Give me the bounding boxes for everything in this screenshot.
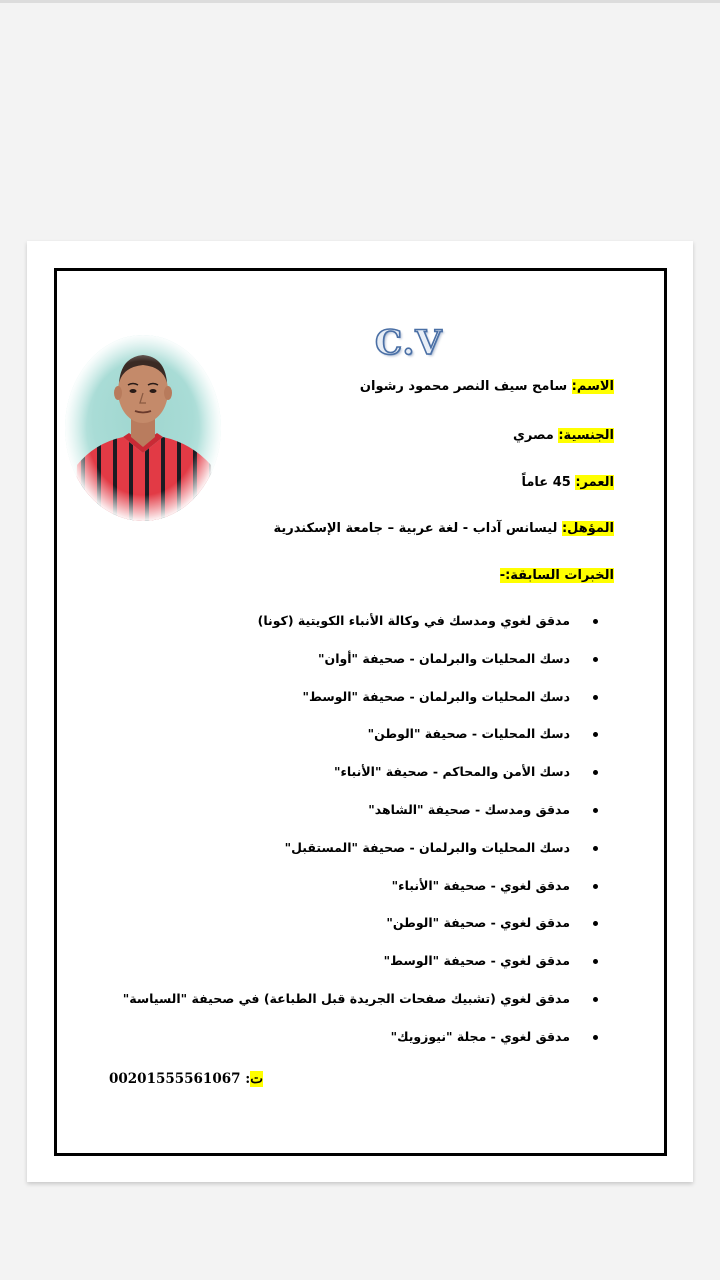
- list-item: دسك الأمن والمحاكم - صحيفة "الأنباء": [123, 762, 598, 800]
- list-item: دسك المحليات - صحيفة "الوطن": [123, 724, 598, 762]
- profile-photo: [65, 335, 221, 521]
- top-edge: [0, 0, 720, 3]
- phone-field: [109, 1071, 263, 1087]
- phone-label: ت: [250, 1071, 263, 1087]
- experience-heading-label: الخبرات السابقة:-: [499, 568, 614, 583]
- age-value: 45 عاماً: [521, 475, 576, 490]
- name-field: [360, 379, 614, 394]
- qualification-field: [273, 521, 614, 536]
- age-field: [521, 475, 614, 490]
- nationality-value: مصري: [512, 428, 559, 443]
- page-border-frame: [54, 268, 667, 1156]
- qualification-value: ليسانس آداب - لغة عربية – جامعة الإسكندرية: [273, 521, 562, 536]
- nationality-field: [513, 428, 614, 443]
- experience-list: [123, 611, 598, 1065]
- name-value: سامح سيف النصر محمود رشوان: [359, 379, 572, 394]
- document-page: [27, 241, 693, 1182]
- list-item: مدقق لغوي - مجلة "نيوزويك": [123, 1027, 598, 1065]
- list-item: مدقق لغوي - صحيفة "الوسط": [123, 951, 598, 989]
- age-label: العمر:: [575, 475, 614, 490]
- list-item: مدقق ومدسك - صحيفة "الشاهد": [123, 800, 598, 838]
- experience-heading: [500, 568, 614, 583]
- nationality-label: الجنسية:: [558, 428, 614, 443]
- list-item: مدقق لغوي (تشبيك صفحات الجريدة قبل الطباعة) في صحيفة "السياسة": [123, 989, 598, 1027]
- list-item: مدقق لغوي - صحيفة "الأنباء": [123, 876, 598, 914]
- list-item: مدقق لغوي - صحيفة "الوطن": [123, 913, 598, 951]
- phone-value: : 00201555561067: [109, 1071, 251, 1087]
- name-label: الاسم:: [571, 379, 614, 394]
- qualification-label: المؤهل:: [561, 521, 614, 536]
- list-item: مدقق لغوي ومدسك في وكالة الأنباء الكويتية (كونا): [123, 611, 598, 649]
- list-item: دسك المحليات والبرلمان - صحيفة "الوسط": [123, 687, 598, 725]
- list-item: دسك المحليات والبرلمان - صحيفة "المستقبل": [123, 838, 598, 876]
- list-item: دسك المحليات والبرلمان - صحيفة "أوان": [123, 649, 598, 687]
- cv-title: C.V: [375, 323, 443, 363]
